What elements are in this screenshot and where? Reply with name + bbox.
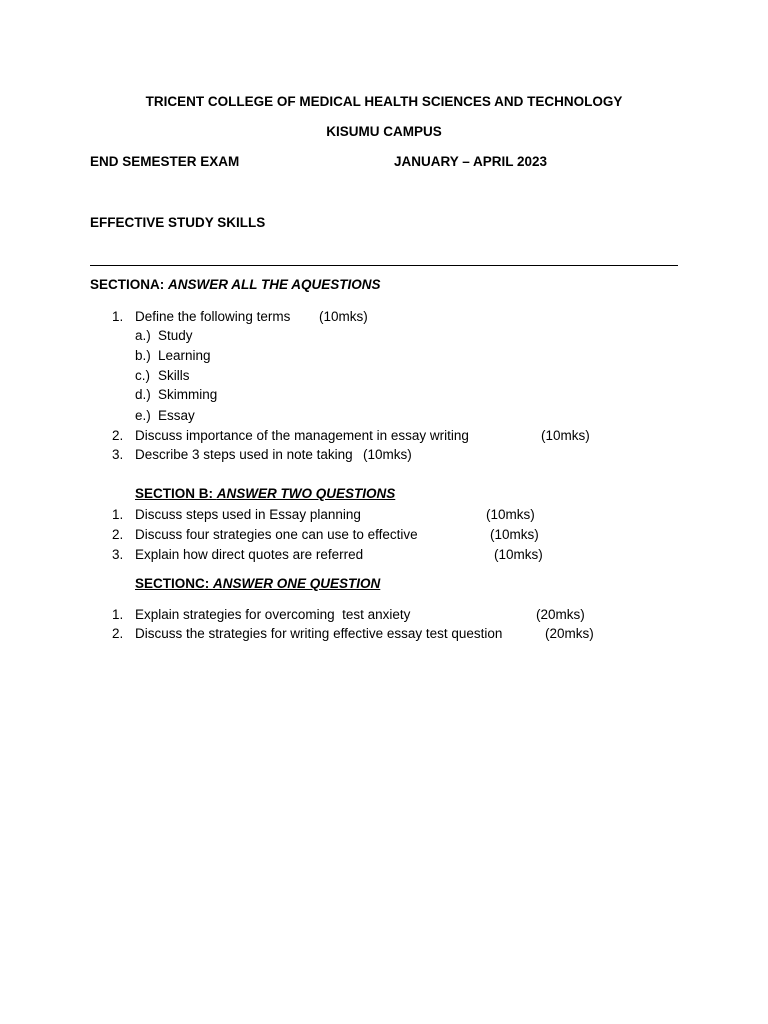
campus-title: KISUMU CAMPUS: [326, 124, 442, 139]
subitem-text: Study: [158, 328, 193, 343]
question-marks: (10mks): [319, 309, 368, 324]
subitem-label: d.): [135, 387, 151, 402]
subitem-label: c.): [135, 368, 150, 383]
question-text: Define the following terms: [135, 309, 291, 324]
question-text: Discuss four strategies one can use to effective: [135, 527, 418, 542]
subitem-text: Learning: [158, 348, 211, 363]
section-c-label: SECTIONC:: [135, 576, 214, 591]
question-text: Discuss the strategies for writing effective essay test question: [135, 626, 503, 641]
question-text: Explain how direct quotes are referred: [135, 547, 364, 562]
question-marks: (10mks): [494, 547, 543, 562]
question-marks: (10mks): [490, 527, 539, 542]
exam-type: END SEMESTER EXAM: [90, 154, 240, 169]
question-text: Discuss steps used in Essay planning: [135, 507, 361, 522]
subitem-label: a.): [135, 328, 151, 343]
question-number: 2.: [112, 428, 124, 443]
section-b-heading: [135, 486, 395, 502]
question-number: 2.: [112, 527, 124, 542]
subitem-label: e.): [135, 408, 151, 423]
section-a-instruction: ANSWER ALL THE AQUESTIONS: [168, 277, 381, 292]
question-marks: (20mks): [545, 626, 594, 641]
question-text: Discuss importance of the management in essay writing: [135, 428, 469, 443]
question-number: 1.: [112, 507, 124, 522]
question-marks: (10mks): [541, 428, 590, 443]
section-c-heading: [135, 576, 380, 592]
question-marks: (10mks): [363, 447, 412, 462]
institution-title: TRICENT COLLEGE OF MEDICAL HEALTH SCIENCES AND TECHNOLOGY: [145, 94, 623, 109]
subitem-text: Skills: [158, 368, 190, 383]
question-marks: (10mks): [486, 507, 535, 522]
section-a-heading: [90, 277, 381, 293]
question-text: Explain strategies for overcoming test anxiety: [135, 607, 411, 622]
question-number: 1.: [112, 309, 124, 324]
section-b-label: SECTION B:: [135, 486, 217, 501]
divider-line: [90, 265, 678, 266]
section-b-instruction: ANSWER TWO QUESTIONS: [216, 486, 396, 501]
question-number: 2.: [112, 626, 124, 641]
section-a-label: SECTIONA:: [90, 277, 169, 292]
question-number: 1.: [112, 607, 124, 622]
question-number: 3.: [112, 447, 124, 462]
subitem-label: b.): [135, 348, 151, 363]
course-title: EFFECTIVE STUDY SKILLS: [90, 215, 266, 230]
exam-period: JANUARY – APRIL 2023: [394, 154, 548, 169]
question-marks: (20mks): [536, 607, 585, 622]
section-c-instruction: ANSWER ONE QUESTION: [213, 576, 381, 591]
question-text: Describe 3 steps used in note taking: [135, 447, 353, 462]
subitem-text: Skimming: [158, 387, 218, 402]
subitem-text: Essay: [158, 408, 195, 423]
question-number: 3.: [112, 547, 124, 562]
